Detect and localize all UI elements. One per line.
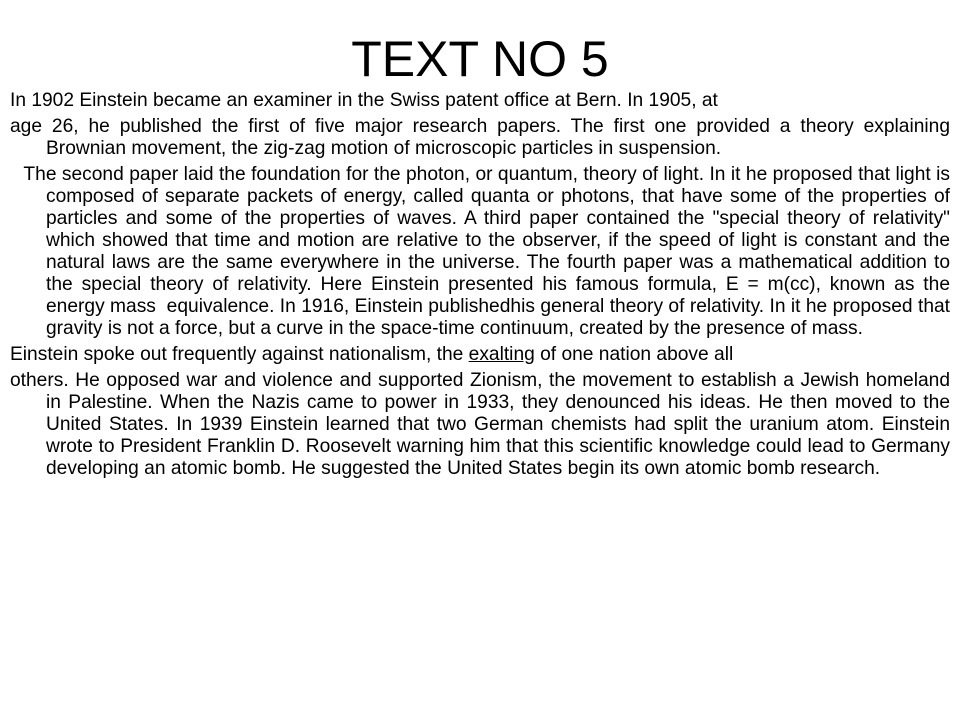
- paragraph-5: others. He opposed war and violence and supported Zionism, the movement to establish a Jewish homeland in Palestine. When the Nazis came to power in 1933, they denounced his ideas. He then moved to the United States. In 1939 Einstein learned that two German chemists had split the uranium atom. Einstein wrote to President Franklin D. Roosevelt warning him that this scientific knowledge could lead to Germany developing an atomic bomb. He suggested the United States begin its own atomic bomb research.: [10, 370, 950, 479]
- underlined-word-exalting: exalting: [468, 344, 535, 365]
- paragraph-4-after: of one nation above all: [534, 344, 734, 365]
- paragraph-1: In 1902 Einstein became an examiner in the Swiss patent office at Bern. In 1905, at: [10, 90, 718, 111]
- slide-title: TEXT NO 5: [351, 31, 609, 87]
- paragraph-3: The second paper laid the foundation for the photon, or quantum, theory of light. In it he proposed that light is composed of separate packets of energy, called quanta or photons, that have some of the properties of particles and some of the properties of waves. A third paper contained the "special theory of relativity" which showed that time and motion are relative to the observer, if the speed of light is constant and the natural laws are the same everywhere in the universe. The fourth paper was a mathematical addition to the special theory of relativity. Here Einstein presented his famous formula, E = m(cc), known as the energy mass equivalence. In 1916, Einstein publishedhis general theory of relativity. In it he proposed that gravity is not a force, but a curve in the space-time continuum, created by the presence of mass.: [18, 164, 956, 339]
- paragraph-4: [10, 344, 950, 366]
- paragraph-2: age 26, he published the first of five major research papers. The first one provided a theory explaining Brownian movement, the zig-zag motion of microscopic particles in suspension.: [10, 116, 950, 159]
- paragraph-4-before: Einstein spoke out frequently against nationalism, the: [10, 344, 469, 365]
- slide-body: [10, 90, 956, 484]
